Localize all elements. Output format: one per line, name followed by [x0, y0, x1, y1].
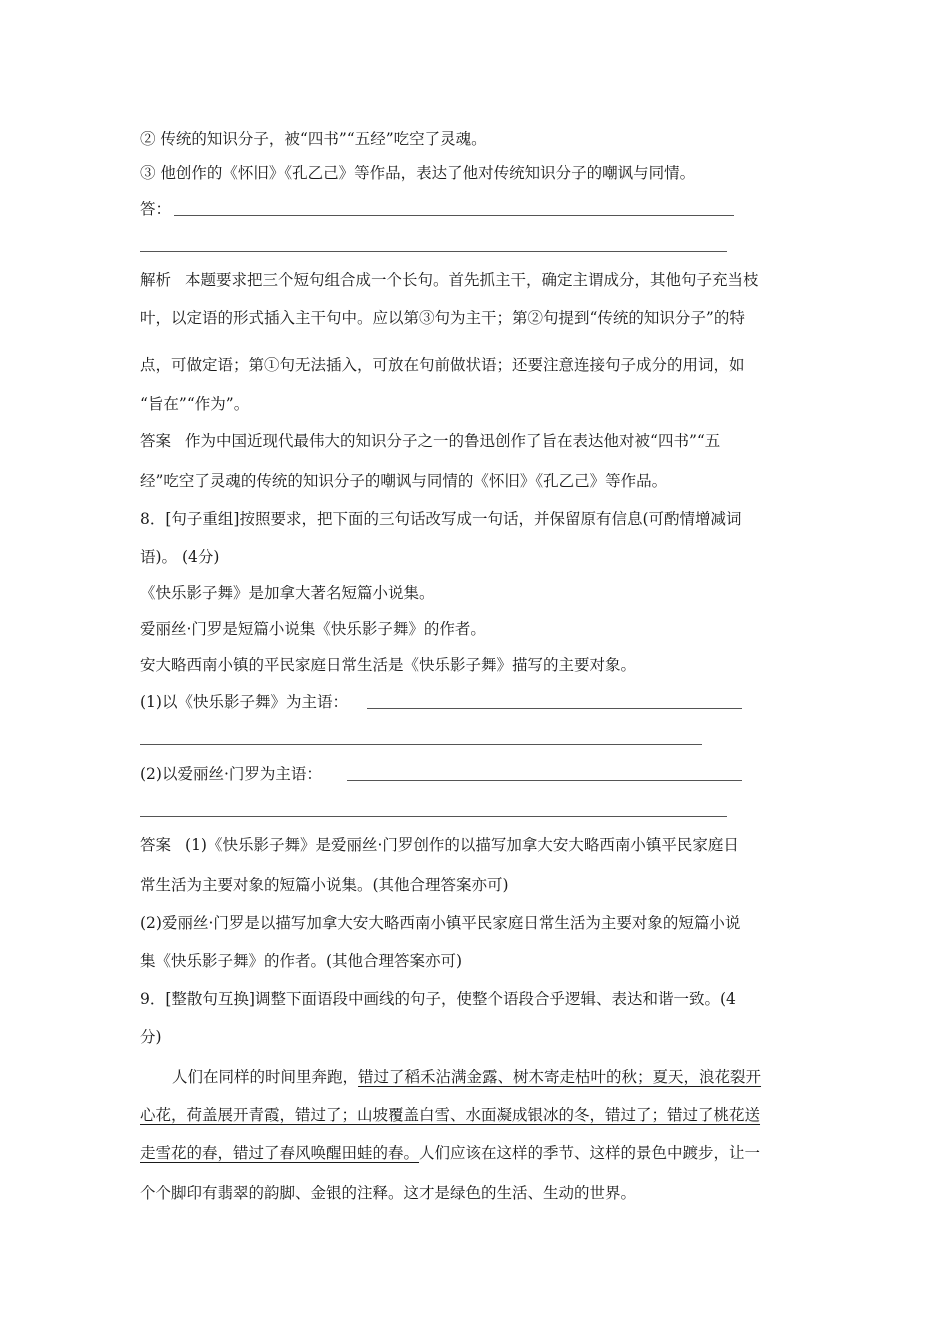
q7-analysis-line-2: 叶，以定语的形式插入主干句中。应以第③句为主干；第②句提到“传统的知识分子”的特 [140, 309, 745, 327]
analysis-label: 解析 [140, 271, 172, 289]
answer-blank-line [140, 744, 702, 745]
q9-paragraph-line-4: 个个脚印有翡翠的韵脚、金银的注释。这才是绿色的生活、生动的世界。 [140, 1184, 637, 1202]
answer-blank-line [174, 215, 734, 216]
q7-answer-prefix: 答： [140, 200, 172, 218]
q7-analysis-line-1 [140, 269, 759, 291]
q9-title-line-1: 9．[整散句互换]调整下面语段中画线的句子，使整个语段合乎逻辑、表达和谐一致。(4 [140, 990, 736, 1008]
q8-answer-line-1 [140, 834, 739, 856]
q7-answer-line-1 [140, 430, 720, 452]
q8-answer-line-3: (2)爱丽丝·门罗是以描写加拿大安大略西南小镇平民家庭日常生活为主要对象的短篇小说 [140, 914, 741, 932]
q8-prompt-1: (1)以《快乐影子舞》为主语： [140, 693, 348, 711]
q9-paragraph-line-2 [140, 1104, 760, 1126]
answer-label: 答案 [140, 836, 172, 854]
q8-sentence-1: 《快乐影子舞》是加拿大著名短篇小说集。 [140, 584, 435, 602]
answer-blank-line [367, 708, 742, 709]
q9-title-line-2: 分) [140, 1028, 162, 1046]
answer-blank-line [347, 780, 742, 781]
q9-paragraph-line-1 [172, 1066, 761, 1088]
q8-title-line-2: 语)。 (4分) [140, 548, 220, 566]
q9-paragraph-line-3 [140, 1142, 760, 1164]
q8-sentence-3: 安大略西南小镇的平民家庭日常生活是《快乐影子舞》描写的主要对象。 [140, 656, 637, 674]
q7-analysis-line-3: 点，可做定语；第①句无法插入，可放在句前做状语；还要注意连接句子成分的用词，如 [140, 356, 745, 374]
paragraph-text: 人们应该在这样的季节、这样的景色中踱步，让一 [419, 1144, 761, 1162]
q8-answer-line-4: 集《快乐影子舞》的作者。(其他合理答案亦可) [140, 952, 463, 970]
q8-answer-line-2: 常生活为主要对象的短篇小说集。(其他合理答案亦可) [140, 876, 509, 894]
q8-title-line-1: 8．[句子重组]按照要求，把下面的三句话改写成一句话，并保留原有信息(可酌情增减词 [140, 510, 742, 528]
underlined-sentence: 心花，荷盖展开青霞，错过了；山坡覆盖白雪、水面凝成银冰的冬，错过了；错过了桃花送 [140, 1106, 761, 1124]
q8-sentence-2: 爱丽丝·门罗是短篇小说集《快乐影子舞》的作者。 [140, 620, 486, 638]
q7-analysis-line-4: “旨在”“作为”。 [140, 395, 250, 413]
analysis-text: 本题要求把三个短句组合成一个长句。首先抓主干，确定主谓成分，其他句子充当枝 [185, 271, 759, 289]
q7-answer-line-2: 经”吃空了灵魂的传统的知识分子的嘲讽与同情的《怀旧》《孔乙己》等作品。 [140, 472, 668, 490]
paragraph-text: 人们在同样的时间里奔跑， [172, 1068, 359, 1086]
q7-item-3: ③ 他创作的《怀旧》《孔乙己》等作品，表达了他对传统知识分子的嘲讽与同情。 [140, 164, 696, 182]
underlined-sentence: 走雪花的春，错过了春风唤醒田蛙的春。 [140, 1144, 420, 1162]
q8-prompt-2: (2)以爱丽丝·门罗为主语： [140, 765, 322, 783]
answer-label: 答案 [140, 432, 172, 450]
answer-blank-line [140, 251, 727, 252]
underlined-sentence: 错过了稻禾沾满金露、树木寄走枯叶的秋；夏天，浪花裂开 [358, 1068, 762, 1086]
answer-text: 作为中国近现代最伟大的知识分子之一的鲁迅创作了旨在表达他对被“四书”“五 [185, 432, 721, 450]
answer-blank-line [140, 816, 727, 817]
answer-text: (1)《快乐影子舞》是爱丽丝·门罗创作的以描写加拿大安大略西南小镇平民家庭日 [185, 836, 739, 854]
q7-item-2: ② 传统的知识分子，被“四书”“五经”吃空了灵魂。 [140, 130, 487, 148]
